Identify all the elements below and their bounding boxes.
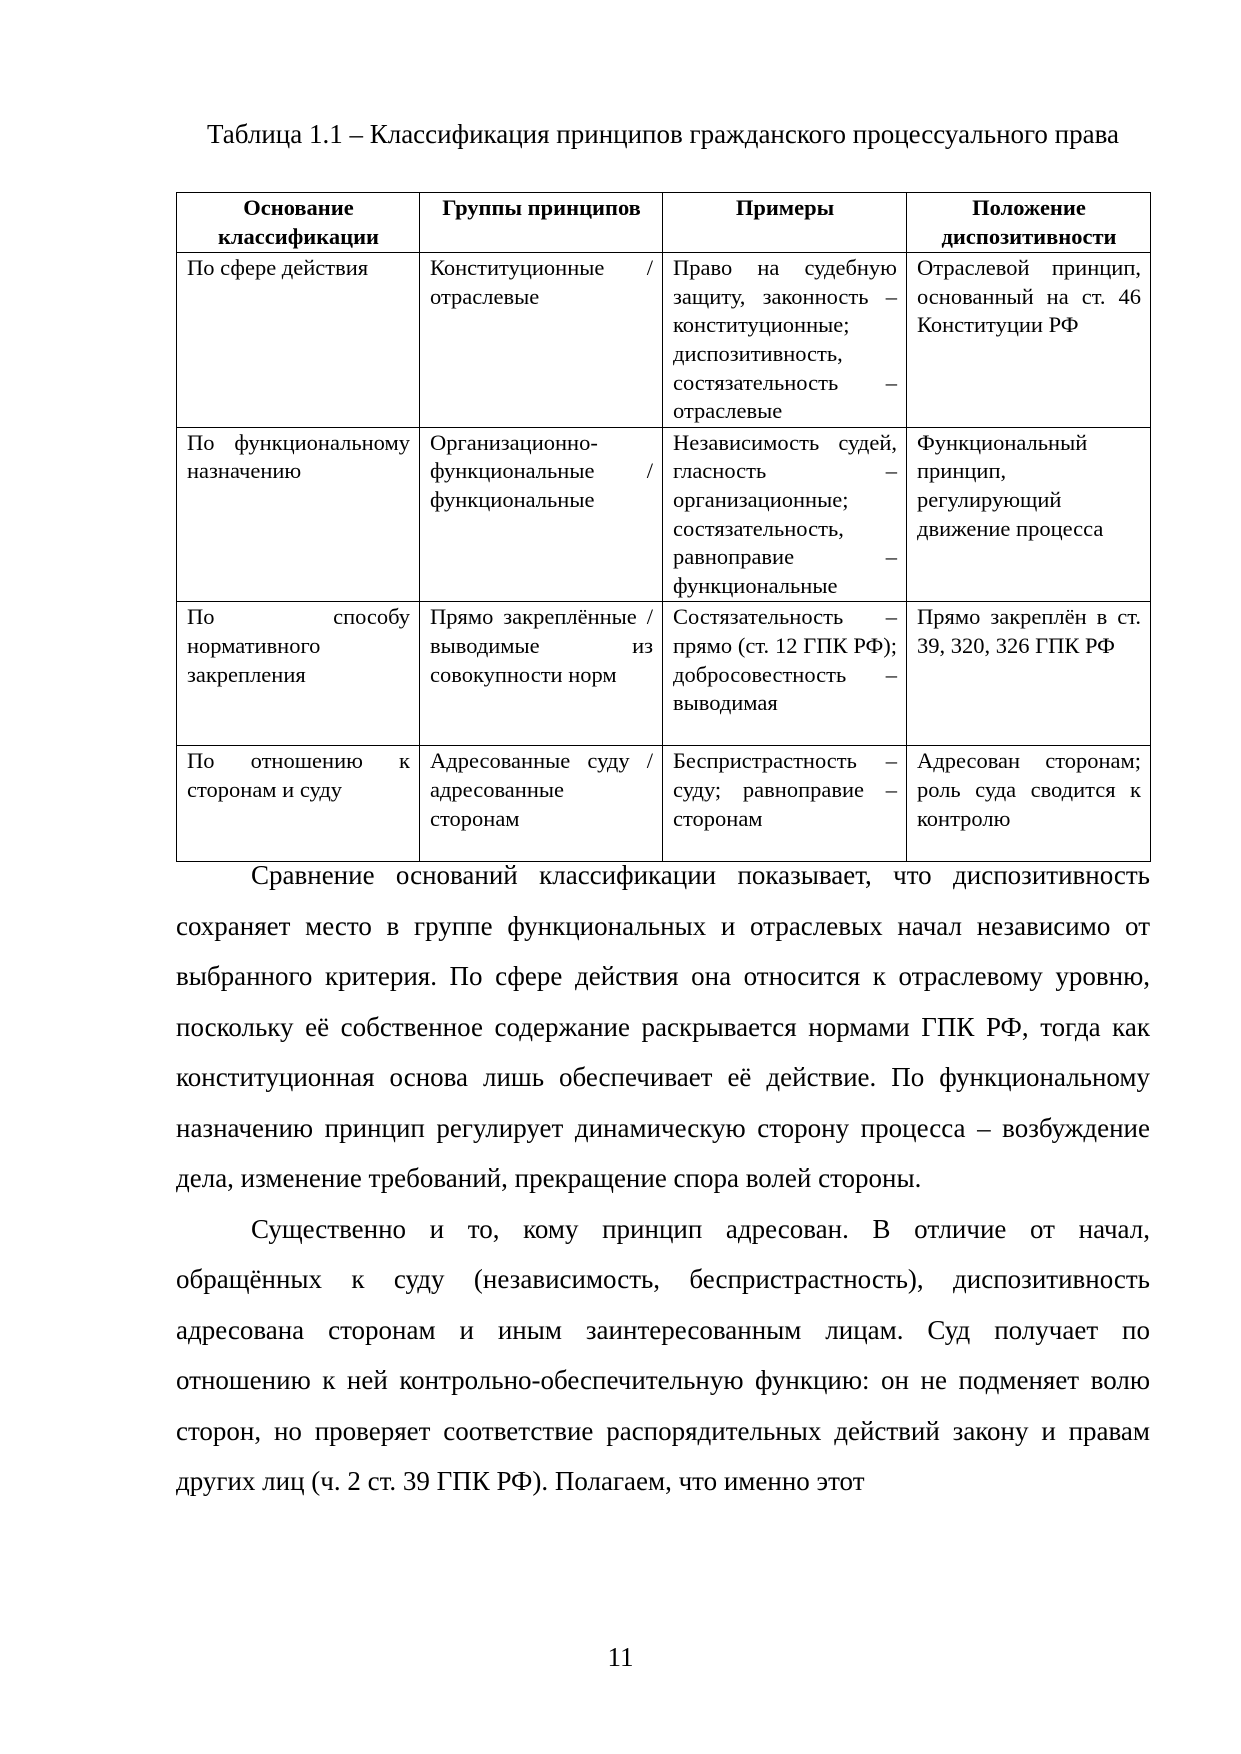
table-row [177,253,1151,428]
page-number: 11 [607,1642,634,1672]
table-header-row [177,193,1151,253]
table-cell: Прямо закреплён в ст. 39, 320, 326 ГПК РФ [907,602,1151,746]
table-cell: Организационно-функциональные / функциональные [420,427,663,602]
table-caption: Таблица 1.1 – Классификация принципов гражданского процессуального права [206,119,1119,149]
table-cell: По отношению к сторонам и суду [177,746,420,862]
table-cell: Независимость судей, гласность – организационные; состязательность, равноправие – функциональные [663,427,907,602]
paragraph: Существенно и то, кому принцип адресован. В отличие от начал, обращённых к суду (независимость, беспристрастность), диспозитивность адресована сторонам и иным заинтересованным лицам. Суд получает по отношению к ней контрольно-обеспечительную функцию: он не подменяет волю сторон, но проверяет соответствие распорядительных действий закону и правам других лиц (ч. 2 ст. 39 ГПК РФ). Полагаем, что именно этот [176,1213,1150,1496]
table-cell: Функциональный принцип, регулирующий движение процесса [907,427,1151,602]
table-cell: Отраслевой принцип, основанный на ст. 46 Конституции РФ [907,253,1151,428]
table-cell: По функциональному назначению [177,427,420,602]
table-cell: Адресован сторонам; роль суда сводится к контролю [907,746,1151,862]
header-examples: Примеры [663,193,907,253]
table-cell: Право на судебную защиту, законность – конституционные; диспозитивность, состязательность – отраслевые [663,253,907,428]
classification-table [176,192,1151,862]
table-row [177,427,1151,602]
table-cell: По сфере действия [177,253,420,428]
table-cell: Конституционные / отраслевые [420,253,663,428]
table-cell: Адресованные суду / адресованные сторонам [420,746,663,862]
table-cell: Состязательность – прямо (ст. 12 ГПК РФ); добросовестность – выводимая [663,602,907,746]
header-groups: Группы принципов [420,193,663,253]
table-row [177,602,1151,746]
paragraph: Сравнение оснований классификации показывает, что диспозитивность сохраняет место в группе функциональных и отраслевых начал независимо от выбранного критерия. По сфере действия она относится к отраслевому уровню, поскольку её собственное содержание раскрывается нормами ГПК РФ, тогда как конституционная основа лишь обеспечивает её действие. По функциональному назначению принцип регулирует динамическую сторону процесса – возбуждение дела, изменение требований, прекращение спора волей стороны. [176,860,1150,1193]
body-text [176,850,1150,1507]
table-cell: По способу нормативного закрепления [177,602,420,746]
table-row [177,746,1151,862]
header-basis: Основание классификации [177,193,420,253]
table-cell: Прямо закреплённые / выводимые из совокупности норм [420,602,663,746]
header-position: Положение диспозитивности [907,193,1151,253]
table-cell: Беспристрастность – суду; равноправие – сторонам [663,746,907,862]
